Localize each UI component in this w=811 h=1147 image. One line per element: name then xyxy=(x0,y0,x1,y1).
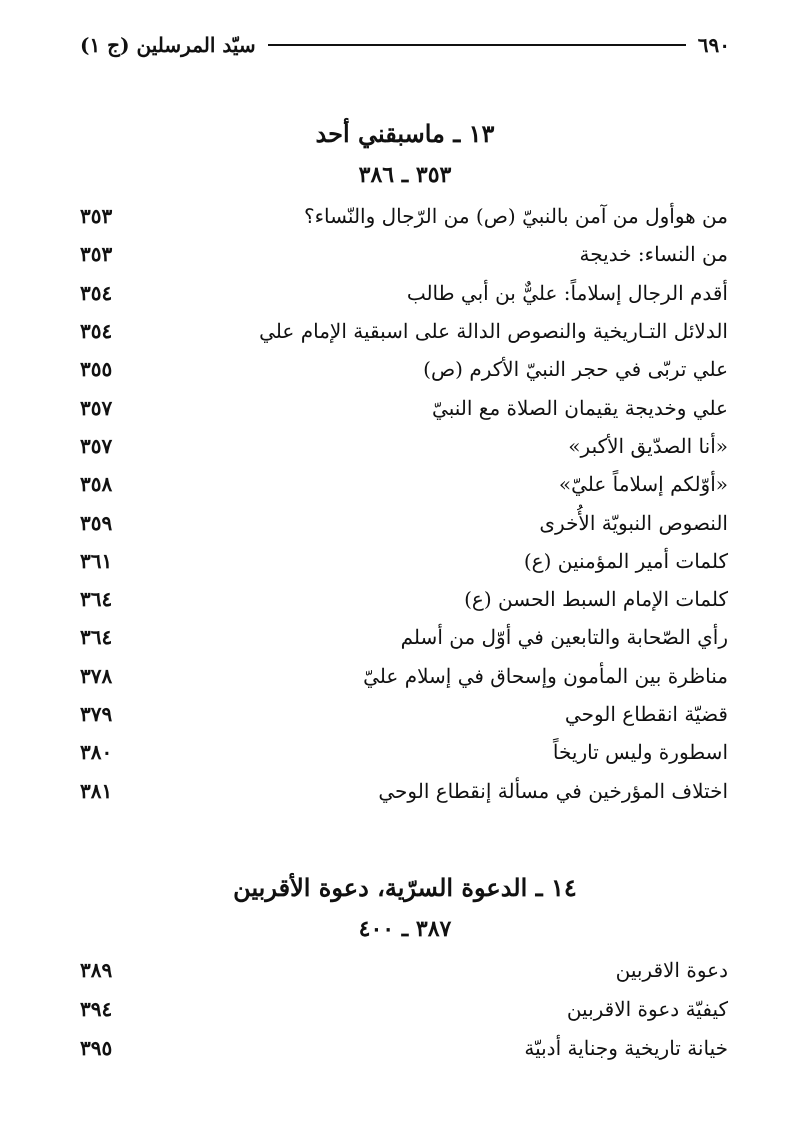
toc-entry-label: دعوة الاقربين xyxy=(615,957,728,982)
toc-entry-page-number: ٣٧٩ xyxy=(80,702,113,726)
toc-entry-page-number: ٣٩٥ xyxy=(80,1035,113,1060)
toc-entry-label: من النساء: خديجة xyxy=(579,242,728,267)
toc-entry xyxy=(80,503,730,541)
toc-entry-label: علي وخديجة يقيمان الصلاة مع النبيّ xyxy=(432,395,728,420)
toc-entry-label: أقدم الرجال إسلاماً: عليٌّ بن أبي طالب xyxy=(406,280,728,305)
toc-entry-label: علي تربّى في حجر النبيّ الأكرم (ص) xyxy=(423,357,728,382)
toc-entry xyxy=(80,388,730,426)
section-title: ١٣ ـ ماسبقني أحد xyxy=(315,119,495,148)
toc-entry-page-number: ٣٥٣ xyxy=(80,242,113,267)
toc-entry-page-number: ٣٦٤ xyxy=(80,625,113,650)
toc-entry-label: مناظرة بين المأمون وإسحاق في إسلام عليّ xyxy=(363,663,728,688)
toc-entry-label: «أنا الصدّيق الأكبر» xyxy=(568,433,728,458)
toc-entry-label: الدلائل التـاريخية والنصوص الدالة على اسبقية الإمام علي xyxy=(259,319,728,344)
toc-entry-page-number: ٣٩٤ xyxy=(80,996,113,1021)
toc-entry-page-number: ٣٥٧ xyxy=(80,395,113,420)
toc-entry xyxy=(80,465,730,503)
toc-entry-page-number: ٣٥٣ xyxy=(80,204,113,229)
toc-entry xyxy=(80,657,730,695)
toc-entry xyxy=(80,312,730,350)
toc-entry xyxy=(80,950,730,989)
section-page-range: ٣٥٣ ـ ٣٨٦ xyxy=(358,162,452,188)
toc-entry-page-number: ٣٥٩ xyxy=(80,510,113,535)
toc-entry-page-number: ٣٥٨ xyxy=(80,472,113,497)
toc-entry xyxy=(80,542,730,580)
toc-entry-page-number: ٣٨٠ xyxy=(80,740,113,765)
toc-entry xyxy=(80,733,730,771)
toc-entry-page-number: ٣٥٤ xyxy=(80,280,113,305)
toc-entry-page-number: ٣٨١ xyxy=(80,778,113,803)
toc-entry xyxy=(80,274,730,312)
header-book-title: سيّد المرسلين (ج ١) xyxy=(80,33,256,57)
toc-entry xyxy=(80,695,730,733)
toc-entry-label: «أوّلكم إسلاماً عليّ» xyxy=(558,472,728,497)
running-header xyxy=(80,30,730,60)
toc-entry xyxy=(80,350,730,388)
toc-entry xyxy=(80,197,730,235)
section-title: ١٤ ـ الدعوة السرّية، دعوة الأقربين xyxy=(233,873,577,902)
toc-entry xyxy=(80,771,730,809)
toc-list xyxy=(80,197,730,810)
header-page-number: ٦٩٠ xyxy=(697,33,730,57)
toc-entry-label: خيانة تاريخية وجناية أدبيّة xyxy=(524,1035,728,1060)
toc-entry xyxy=(80,618,730,656)
toc-entry-label: النصوص النبويّة الأُخرى xyxy=(539,510,728,535)
toc-entry-page-number: ٣٥٥ xyxy=(80,357,113,382)
toc-entry-label: اسطورة وليس تاريخاً xyxy=(552,740,728,765)
toc-entry-page-number: ٣٥٧ xyxy=(80,433,113,458)
toc-entry-page-number: ٣٧٨ xyxy=(80,663,113,688)
toc-entry-page-number: ٣٨٩ xyxy=(80,957,113,982)
toc-list xyxy=(80,950,730,1067)
toc-entry-page-number: ٣٥٤ xyxy=(80,319,113,344)
toc-entry xyxy=(80,989,730,1028)
toc-entry xyxy=(80,235,730,273)
header-rule xyxy=(268,44,686,46)
toc-entry-label: كلمات أمير المؤمنين (ع) xyxy=(523,548,728,573)
toc-entry xyxy=(80,427,730,465)
toc-entry-label: قضيّة انقطاع الوحي xyxy=(564,702,728,726)
toc-entry-page-number: ٣٦٤ xyxy=(80,587,113,612)
toc-entry xyxy=(80,1028,730,1067)
toc-entry-label: من هوأول من آمن بالنبيّ (ص) من الرّجال والنّساء؟ xyxy=(303,204,728,229)
toc-entry-label: كيفيّة دعوة الاقربين xyxy=(566,996,728,1021)
toc-entry-label: كلمات الإمام السبط الحسن (ع) xyxy=(464,587,728,612)
toc-entry-label: اختلاف المؤرخين في مسألة إنقطاع الوحي xyxy=(378,778,728,803)
toc-entry-label: رأي الصّحابة والتابعين في أوّل من أسلم xyxy=(400,625,728,650)
section-page-range: ٣٨٧ ـ ٤٠٠ xyxy=(358,916,452,942)
toc-entry xyxy=(80,580,730,618)
toc-entry-page-number: ٣٦١ xyxy=(80,548,113,573)
